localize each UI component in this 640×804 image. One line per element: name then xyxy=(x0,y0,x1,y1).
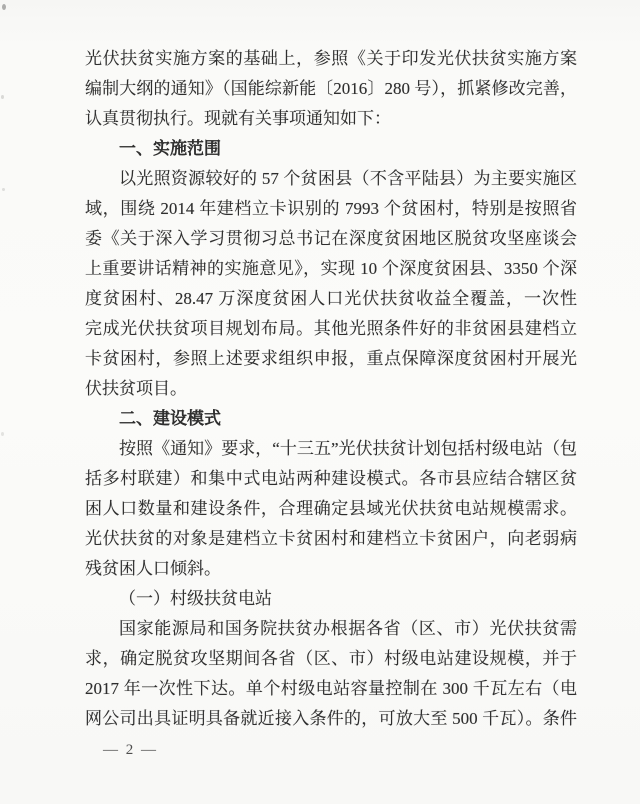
document-line: （一）村级扶贫电站 xyxy=(119,589,272,608)
document-line: 卡贫困村，参照上述要求组织申报，重点保障深度贫困村开展光 xyxy=(85,349,577,368)
document-line: 以光照资源较好的 57 个贫困县（不含平陆县）为主要实施区 xyxy=(119,169,577,188)
document-line: 认真贯彻执行。现就有关事项通知如下： xyxy=(85,109,391,128)
document-line: 域，围绕 2014 年建档立卡识别的 7993 个贫困村，特别是按照省 xyxy=(85,199,577,218)
document-line: 光伏扶贫实施方案的基础上，参照《关于印发光伏扶贫实施方案 xyxy=(85,49,577,68)
document-line: 网公司出具证明具备就近接入条件的，可放大至 500 千瓦）。条件 xyxy=(85,709,577,728)
document-line: 按照《通知》要求，“十三五”光伏扶贫计划包括村级电站（包 xyxy=(119,439,577,458)
document-line: 括多村联建）和集中式电站两种建设模式。各市县应结合辖区贫 xyxy=(85,469,577,488)
document-text xyxy=(85,44,577,734)
scan-speckle xyxy=(2,4,6,10)
document-line: 2017 年一次性下达。单个村级电站容量控制在 300 千瓦左右（电 xyxy=(85,679,577,698)
scan-speckle xyxy=(2,188,5,191)
document-line: 编制大纲的通知》（国能综新能〔2016〕280 号），抓紧修改完善， xyxy=(85,79,577,98)
document-line: 委《关于深入学习贯彻习总书记在深度贫困地区脱贫攻坚座谈会 xyxy=(85,229,577,248)
document-line: 国家能源局和国务院扶贫办根据各省（区、市）光伏扶贫需 xyxy=(119,619,577,638)
document-line: 困人口数量和建设条件，合理确定县域光伏扶贫电站规模需求。 xyxy=(85,499,577,518)
document-line: 上重要讲话精神的实施意见》，实现 10 个深度贫困县、3350 个深 xyxy=(85,259,577,278)
document-line: 完成光伏扶贫项目规划布局。其他光照条件好的非贫困县建档立 xyxy=(85,319,577,338)
page-number: — 2 — xyxy=(103,742,158,758)
document-line: 二、建设模式 xyxy=(119,409,221,428)
scan-speckle xyxy=(1,432,4,436)
document-line: 残贫困人口倾斜。 xyxy=(85,559,221,578)
document-line: 一、实施范围 xyxy=(119,139,221,158)
document-line: 光伏扶贫的对象是建档立卡贫困村和建档立卡贫困户，向老弱病 xyxy=(85,529,577,548)
document-line: 伏扶贫项目。 xyxy=(85,379,187,398)
document-line: 度贫困村、28.47 万深度贫困人口光伏扶贫收益全覆盖，一次性 xyxy=(85,289,577,308)
document-line: 求，确定脱贫攻坚期间各省（区、市）村级电站建设规模，并于 xyxy=(85,649,577,668)
scan-speckle xyxy=(1,95,4,99)
